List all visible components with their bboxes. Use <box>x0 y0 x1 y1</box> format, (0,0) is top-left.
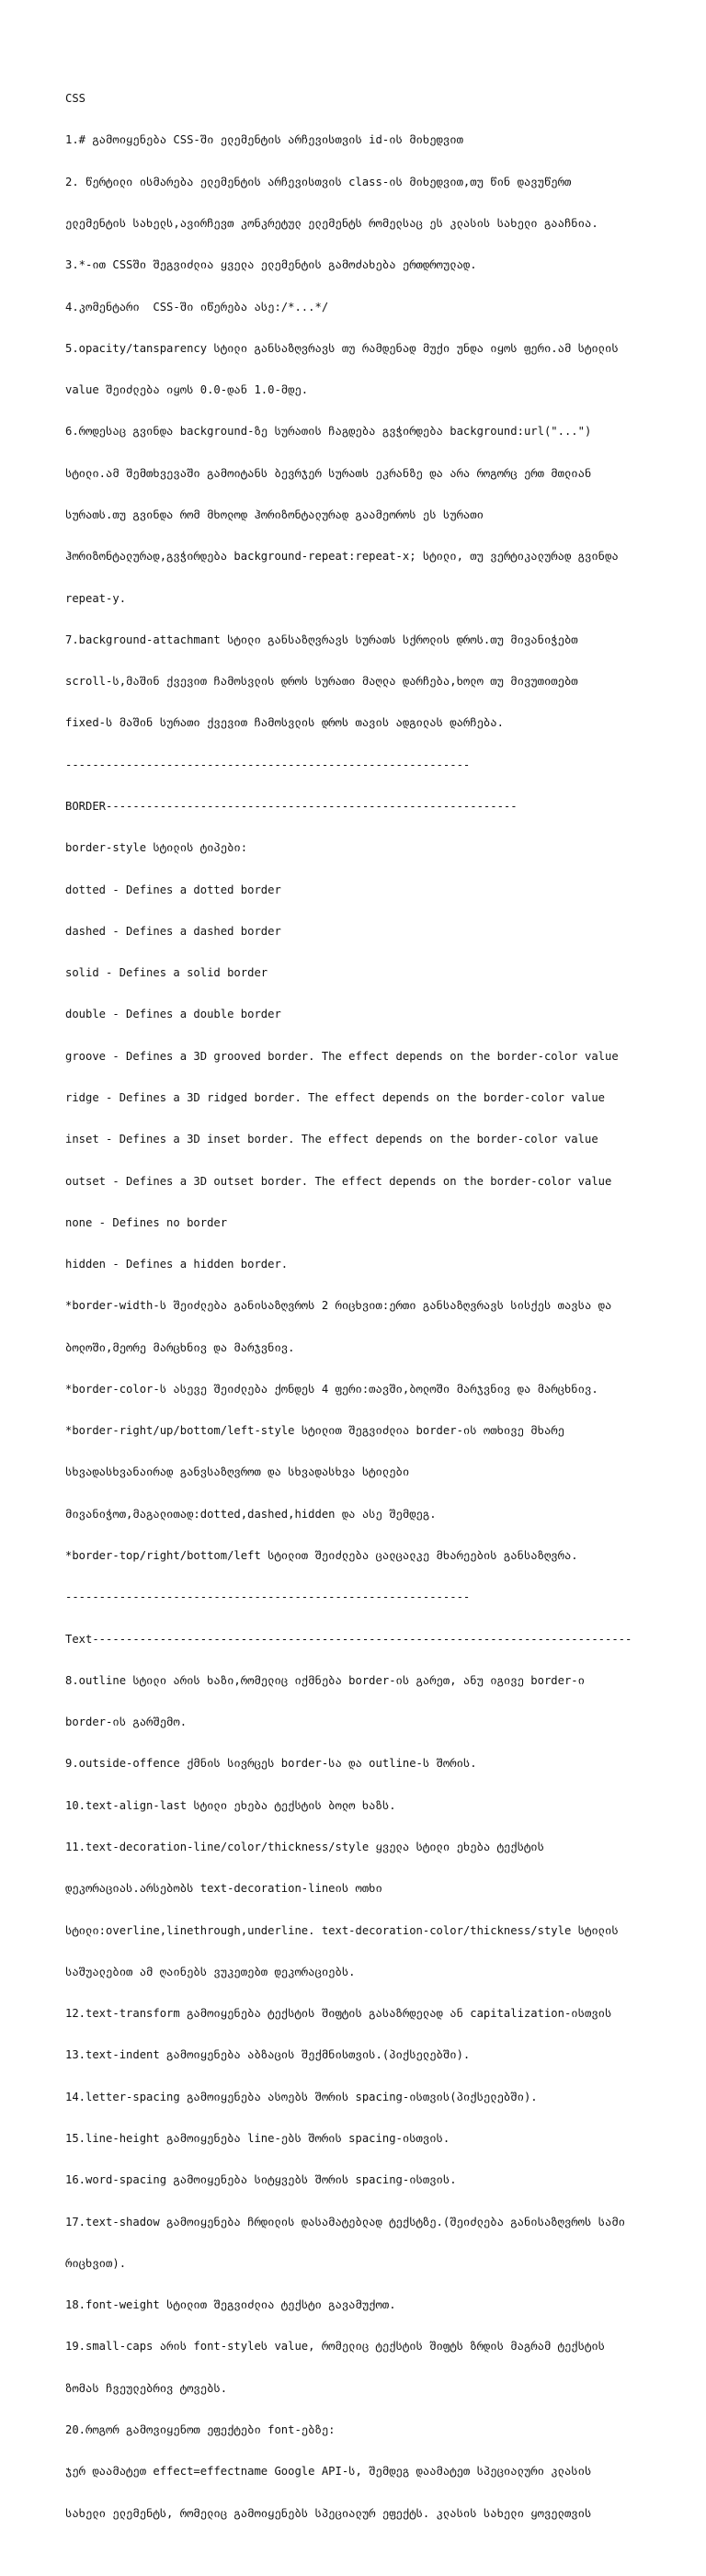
text-line: 4.კომენტარი CSS-ში იწერება ასე:/*...*/ <box>65 300 329 313</box>
text-line: 7.background-attachmant სტილი განსაზღვრავს სურათს სქროლის დროს.თუ მივანიჭებთ <box>65 633 578 646</box>
section-divider: ------------------------------------------------------------ <box>65 1590 471 1604</box>
text-line: 16.word-spacing გამოიყენება სიტყვებს შორის spacing-ისთვის. <box>65 2173 457 2187</box>
text-line: ridge - Defines a 3D ridged border. The effect depends on the border-color value <box>65 1090 605 1104</box>
text-line: 1.# გამოიყენება CSS-ში ელემენტის არჩევისთვის id-ის მიხედვით <box>65 133 463 147</box>
text-line: ჰორიზონტალურად,გვჭირდება background-repeat:repeat-x; სტილი, თუ ვერტიკალურად გვინდა <box>65 550 619 564</box>
text-line: 20.როგორ გამოვიყენოთ ეფექტები font-ებზე: <box>65 2422 336 2436</box>
text-line: dashed - Defines a dashed border <box>65 924 281 938</box>
text-line: ზომას ჩვეულებრივ ტოვებს. <box>65 2381 228 2395</box>
text-line: სტილი.ამ შემთხვევაში გამოიტანს ბევრჯერ სურათს ეკრანზე და არა როგორც ერთ მთლიან <box>65 466 592 480</box>
text-line: 10.text-align-last სტილი ეხება ტექსტის ბოლო ხაზს. <box>65 1798 396 1812</box>
text-line: value შეიძლება იყოს 0.0-დან 1.0-მდე. <box>65 383 309 397</box>
text-line: 15.line-height გამოიყენება line-ებს შორის spacing-ისთვის. <box>65 2131 450 2145</box>
text-line: *border-top/right/bottom/left სტილით შეიძლება ცალცალკე მხარეების განსაზღვრა. <box>65 1549 578 1563</box>
text-line: 5.opacity/tansparency სტილი განსაზღვრავს თუ რამდენად მუქი უნდა იყოს ფერი.ამ სტილის <box>65 341 619 355</box>
text-line: solid - Defines a solid border <box>65 966 268 980</box>
text-line: *border-right/up/bottom/left-style სტილით შეგვიძლია border-ის ოთხივე მხარე <box>65 1424 564 1438</box>
text-line: border-style სტილის ტიპები: <box>65 841 248 855</box>
text-line: დეკორაციას.არსებობს text-decoration-lineის ოთხი <box>65 1882 382 1896</box>
text-line: 13.text-indent გამოიყენება აბზაცის შექმნისთვის.(პიქსელებში). <box>65 2048 471 2062</box>
text-line: 19.small-caps არის font-styleს value, რომელიც ტექსტის შიფტს ზრდის მაგრამ ტექსტის <box>65 2340 605 2354</box>
text-line: ელემენტის სახელს,ავირჩევთ კონკრეტულ ელემენტს რომელსაც ეს კლასის სახელი გააჩნია. <box>65 217 598 231</box>
text-line: ბოლოში,მეორე მარცხნივ და მარჯვნივ. <box>65 1340 295 1354</box>
text-line: 3.*-ით CSSში შეგვიძლია ყველა ელემენტის გამოძახება ერთდროულად. <box>65 258 477 272</box>
text-line: მივანიჭოთ,მაგალითად:dotted,dashed,hidden და ასე შემდეგ. <box>65 1507 437 1521</box>
text-line: scroll-ს,მაშინ ქვევით ჩამოსვლის დროს სურათი მაღლა დარჩება,ხოლო თუ მივუთითებთ <box>65 675 578 689</box>
text-line: 2. წერტილი ისმარება ელემენტის არჩევისთვის class-ის მიხედვით,თუ წინ დავუწერთ <box>65 175 572 188</box>
text-line: groove - Defines a 3D grooved border. The effect depends on the border-color value <box>65 1049 619 1063</box>
text-line: 12.text-transform გამოიყენება ტექსტის შიფტის გასაზრდელად ან capitalization-ისთვის <box>65 2007 612 2021</box>
text-line: საშუალებით ამ ღაინებს ვუკეთებთ დეკორაციებს. <box>65 1965 356 1978</box>
text-line: ჯერ დაამატეთ effect=effectname Google API-ს, შემდეგ დაამატეთ სპეციალური კლასის <box>65 2465 592 2479</box>
text-line <box>65 2548 700 2562</box>
text-line: 8.outline სტილი არის ხაზი,რომელიც იქმნება border-ის გარეთ, ანუ იგივე border-ი <box>65 1673 585 1687</box>
text-line: none - Defines no border <box>65 1215 228 1229</box>
text-line: border-ის გარშემო. <box>65 1715 188 1729</box>
text-line: repeat-y. <box>65 591 127 605</box>
text-line: 17.text-shadow გამოიყენება ჩრდილის დასამატებლად ტექსტზე.(შეიძლება განისაზღვროს სამი <box>65 2215 626 2228</box>
text-line: 11.text-decoration-line/color/thickness/style ყველა სტილი ეხება ტექსტის <box>65 1841 544 1853</box>
text-line: double - Defines a double border <box>65 1008 281 1021</box>
text-line: CSS <box>65 92 86 106</box>
section-divider: ------------------------------------------------------------ <box>65 758 471 771</box>
text-line: 18.font-weight სტილით შეგვიძლია ტექსტი გავამუქოთ. <box>65 2298 396 2312</box>
text-line: *border-color-ს ასევე შეიძლება ქონდეს 4 ფერი:თავში,ბოლოში მარჯვნივ და მარცხნივ. <box>65 1382 598 1396</box>
text-line: სხვადასხვანაირად განვსაზღვროთ და სხვადასხვა სტილები <box>65 1465 410 1479</box>
text-line: რიცხვით). <box>65 2256 127 2270</box>
text-line: inset - Defines a 3D inset border. The effect depends on the border-color value <box>65 1133 598 1146</box>
text-line: hidden - Defines a hidden border. <box>65 1258 289 1271</box>
section-heading-border: BORDER------------------------------------------------------------- <box>65 799 518 813</box>
text-line: სურათს.თუ გვინდა რომ მხოლოდ ჰორიზონტალურად გაამეოროს ეს სურათი <box>65 508 484 521</box>
text-line: fixed-ს მაშინ სურათი ქვევით ჩამოსვლის დროს თავის ადგილას დარჩება. <box>65 716 504 730</box>
text-line: *border-width-ს შეიძლება განისაზღვროს 2 რიცხვით:ერთი განსაზღვრავს სისქეს თავსა და <box>65 1299 612 1313</box>
text-line: dotted - Defines a dotted border <box>65 883 281 896</box>
section-heading-text: Text-------------------------------------------------------------------------------- <box>65 1632 632 1646</box>
text-line: სახელი ელემენტს, რომელიც გამოიყენებს სპეციალურ ეფექტს. კლასის სახელი ყოველთვის <box>65 2506 592 2520</box>
text-line: სტილი:overline,linethrough,underline. text-decoration-color/thickness/style სტილის <box>65 1923 619 1937</box>
document-body <box>65 64 700 2576</box>
text-line: 9.outside-offence ქმნის სივრცეს border-სა და outline-ს შორის. <box>65 1757 477 1771</box>
text-line: outset - Defines a 3D outset border. The effect depends on the border-color value <box>65 1174 612 1188</box>
text-line: 6.როდესაც გვინდა background-ზე სურათის ჩაგდება გვჭირდება background:url("...") <box>65 425 592 439</box>
text-line: 14.letter-spacing გამოიყენება ასოებს შორის spacing-ისთვის(პიქსელებში). <box>65 2090 538 2103</box>
